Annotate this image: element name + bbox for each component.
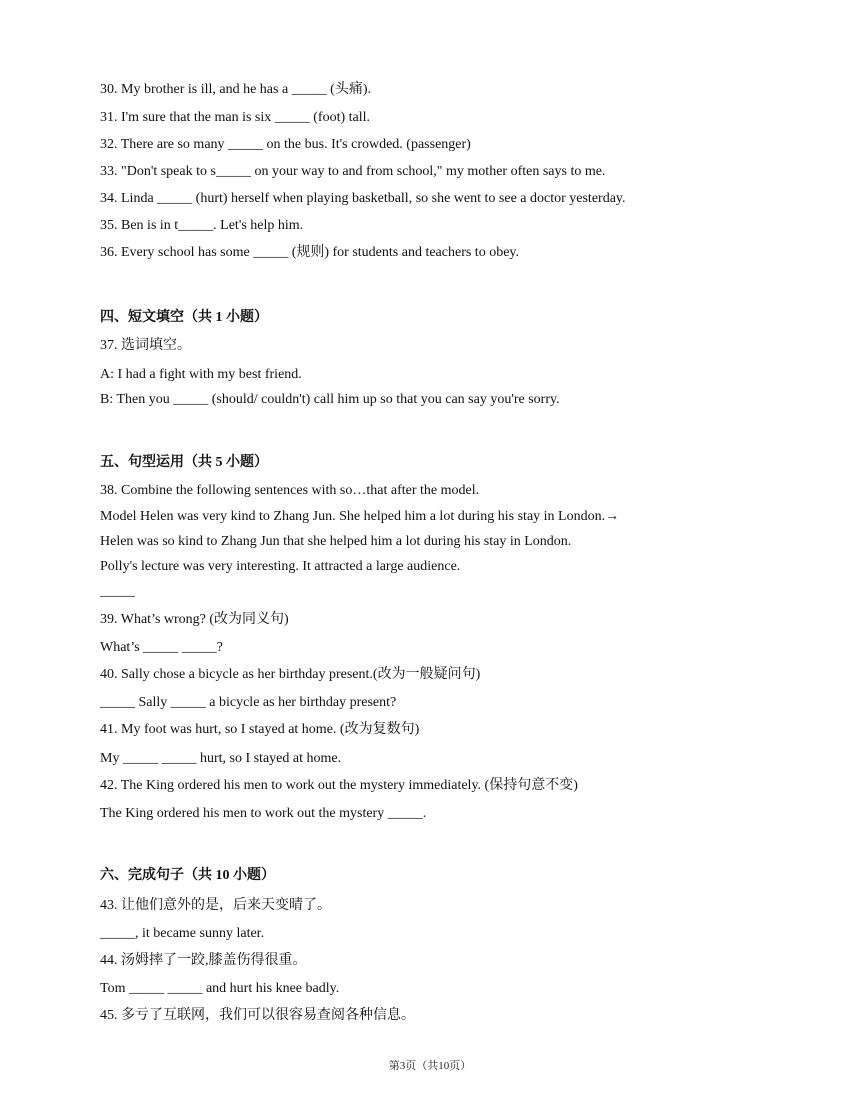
answer-line-43: _____, it became sunny later. [100, 926, 265, 941]
question-34: 34. Linda _____ (hurt) herself when playing basketball, so she went to see a doctor yesterday. [100, 191, 626, 206]
dialogue-line-a: A: I had a fight with my best friend. [100, 367, 302, 382]
question-36: 36. Every school has some _____ (规则) for students and teachers to obey. [100, 245, 519, 260]
answer-blank-38: _____ [100, 584, 135, 599]
question-38: 38. Combine the following sentences with so…that after the model. [100, 483, 480, 498]
answer-line-40: _____ Sally _____ a bicycle as her birthday present? [100, 695, 397, 710]
answer-line-41: My _____ _____ hurt, so I stayed at home. [100, 751, 342, 766]
answer-line-42: The King ordered his men to work out the mystery _____. [100, 806, 427, 821]
model-answer: Helen was so kind to Zhang Jun that she helped him a lot during his stay in London. [100, 534, 572, 549]
question-43: 43. 让他们意外的是，后来天变晴了。 [100, 898, 331, 913]
section-heading-4: 四、短文填空（共 1 小题） [100, 310, 268, 325]
section-heading-6: 六、完成句子（共 10 小题） [100, 868, 275, 883]
model-sentence: Model Helen was very kind to Zhang Jun. She helped him a lot during his stay in London.→ [100, 509, 620, 524]
answer-line-39: What’s _____ _____? [100, 640, 223, 655]
dialogue-line-b: B: Then you _____ (should/ couldn't) call him up so that you can say you're sorry. [100, 392, 560, 407]
question-45: 45. 多亏了互联网，我们可以很容易查阅各种信息。 [100, 1008, 415, 1023]
question-39: 39. What’s wrong? (改为同义句) [100, 612, 289, 627]
question-30: 30. My brother is ill, and he has a _____ (头痛). [100, 82, 372, 97]
question-37: 37. 选词填空。 [100, 338, 191, 353]
question-31: 31. I'm sure that the man is six _____ (foot) tall. [100, 110, 371, 125]
question-40: 40. Sally chose a bicycle as her birthday present.(改为一般疑问句) [100, 667, 481, 682]
answer-line-44: Tom _____ _____ and hurt his knee badly. [100, 981, 340, 996]
question-41: 41. My foot was hurt, so I stayed at home. (改为复数句) [100, 722, 420, 737]
question-33: 33. "Don't speak to s_____ on your way to and from school," my mother often says to me. [100, 164, 606, 179]
page-number-footer: 第3页（共10页） [388, 1060, 472, 1072]
question-44: 44. 汤姆摔了一跤,膝盖伤得很重。 [100, 953, 307, 968]
question-42: 42. The King ordered his men to work out the mystery immediately. (保持句意不变) [100, 778, 578, 793]
question-32: 32. There are so many _____ on the bus. It's crowded. (passenger) [100, 137, 471, 152]
question-38-prompt: Polly's lecture was very interesting. It attracted a large audience. [100, 559, 461, 574]
section-heading-5: 五、句型运用（共 5 小题） [100, 455, 268, 470]
question-35: 35. Ben is in t_____. Let's help him. [100, 218, 304, 233]
